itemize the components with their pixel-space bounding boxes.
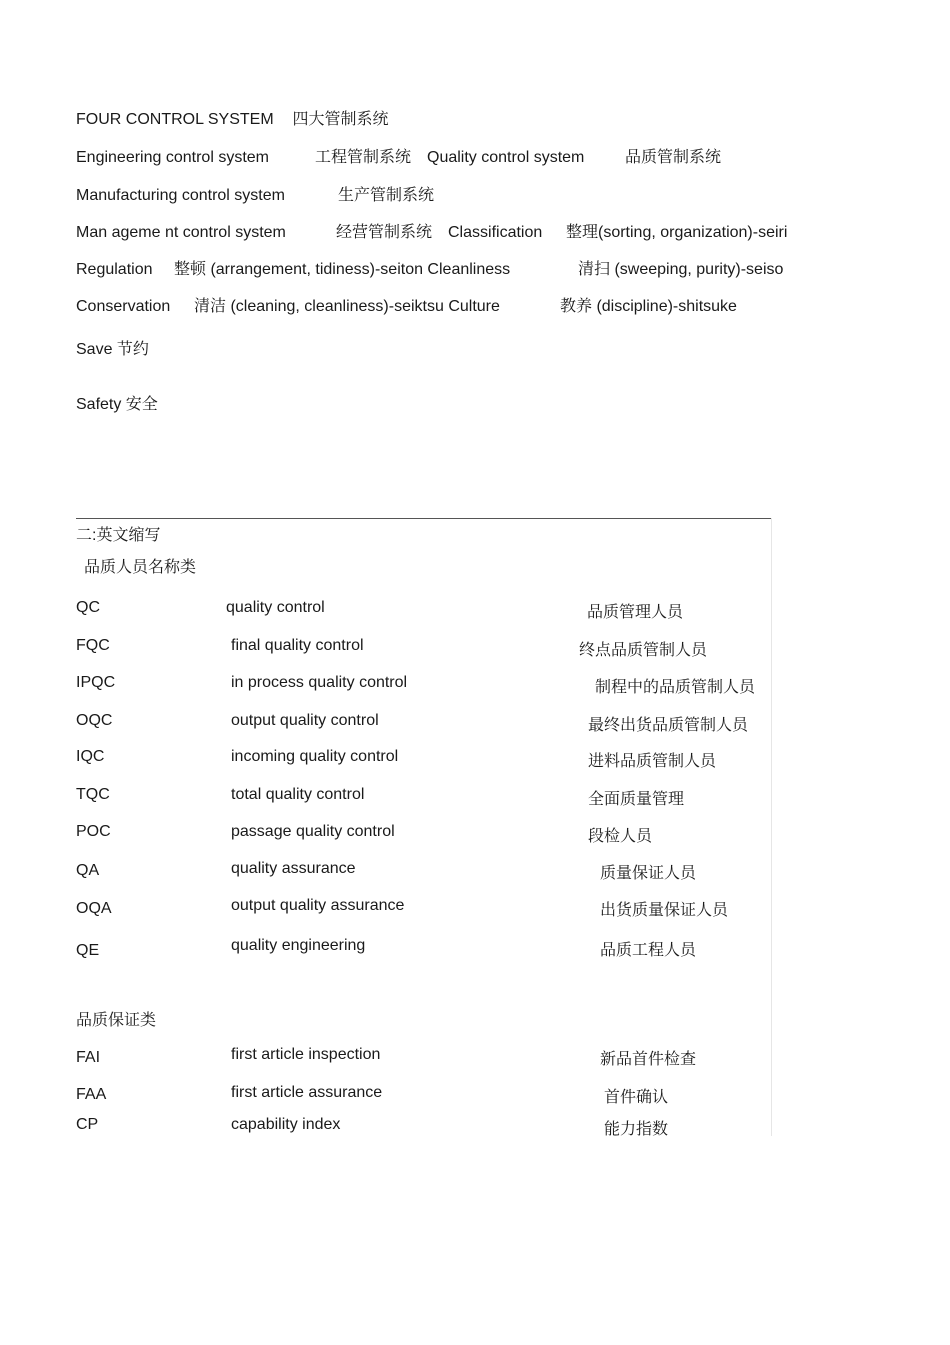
manufacturing-control-en: Manufacturing control system xyxy=(76,187,285,204)
title-en: FOUR CONTROL SYSTEM xyxy=(76,111,274,128)
safety-line: Safety 安全 xyxy=(76,396,158,413)
cleanliness-detail: 清扫 (sweeping, purity)-seiso xyxy=(578,261,784,278)
group1-title: 品质人员名称类 xyxy=(84,559,197,576)
table-row xyxy=(0,1116,950,1138)
abbr-cell: QA xyxy=(76,862,100,879)
engineering-control-cn: 工程管制系统 xyxy=(315,149,412,166)
engineering-control-en: Engineering control system xyxy=(76,149,269,166)
abbr-cell: FAA xyxy=(76,1086,107,1103)
abbr-cell: CP xyxy=(76,1116,99,1133)
classification-detail: 整理(sorting, organization)-seiri xyxy=(566,224,788,241)
table-row xyxy=(0,897,950,919)
english-cell: incoming quality control xyxy=(231,748,399,765)
table-row xyxy=(0,599,950,621)
table-row xyxy=(0,637,950,659)
english-cell: passage quality control xyxy=(231,823,395,840)
english-cell: in process quality control xyxy=(231,674,408,691)
abbr-cell: POC xyxy=(76,823,111,840)
table-row xyxy=(0,674,950,696)
regulation-detail: 整顿 (arrangement, tidiness)-seiton Cleanliness xyxy=(174,261,511,278)
manufacturing-control-cn: 生产管制系统 xyxy=(338,187,435,204)
chinese-cell: 品质工程人员 xyxy=(600,942,697,959)
table-row xyxy=(0,823,950,845)
english-cell: total quality control xyxy=(231,786,365,803)
chinese-cell: 全面质量管理 xyxy=(588,791,685,808)
chinese-cell: 进料品质管制人员 xyxy=(588,753,717,770)
chinese-cell: 新品首件检查 xyxy=(600,1051,697,1068)
english-cell: quality assurance xyxy=(231,860,356,877)
chinese-cell: 品质管理人员 xyxy=(587,604,684,621)
abbr-cell: IQC xyxy=(76,748,105,765)
english-cell: final quality control xyxy=(231,637,364,654)
english-cell: output quality control xyxy=(231,712,379,729)
english-cell: quality control xyxy=(226,599,325,616)
table-row xyxy=(0,937,950,959)
section-heading: 二:英文缩写 xyxy=(76,527,161,544)
quality-control-en: Quality control system xyxy=(427,149,585,166)
quality-control-cn: 品质管制系统 xyxy=(625,149,722,166)
abbr-cell: TQC xyxy=(76,786,110,803)
chinese-cell: 制程中的品质管制人员 xyxy=(595,679,756,696)
abbr-cell: QE xyxy=(76,942,100,959)
section-divider xyxy=(76,518,772,519)
abbr-cell: FAI xyxy=(76,1049,101,1066)
chinese-cell: 能力指数 xyxy=(604,1121,669,1138)
management-control-en: Man ageme nt control system xyxy=(76,224,286,241)
chinese-cell: 首件确认 xyxy=(604,1089,669,1106)
regulation-en: Regulation xyxy=(76,261,153,278)
chinese-cell: 出货质量保证人员 xyxy=(600,902,729,919)
english-cell: quality engineering xyxy=(231,937,366,954)
save-line: Save 节约 xyxy=(76,341,149,358)
chinese-cell: 终点品质管制人员 xyxy=(579,642,708,659)
english-cell: first article assurance xyxy=(231,1084,383,1101)
conservation-detail: 清洁 (cleaning, cleanliness)-seiktsu Culture xyxy=(194,298,500,315)
english-cell: capability index xyxy=(231,1116,341,1133)
abbr-cell: QC xyxy=(76,599,100,616)
table-row xyxy=(0,1046,950,1068)
abbr-cell: OQC xyxy=(76,712,113,729)
group2-title: 品质保证类 xyxy=(76,1012,157,1029)
conservation-en: Conservation xyxy=(76,298,171,315)
english-cell: first article inspection xyxy=(231,1046,381,1063)
classification-en: Classification xyxy=(448,224,543,241)
english-cell: output quality assurance xyxy=(231,897,405,914)
chinese-cell: 最终出货品质管制人员 xyxy=(588,717,749,734)
abbr-cell: IPQC xyxy=(76,674,116,691)
abbr-cell: OQA xyxy=(76,900,112,917)
table-row xyxy=(0,748,950,770)
table-row xyxy=(0,1084,950,1106)
title-line xyxy=(76,110,389,130)
chinese-cell: 质量保证人员 xyxy=(600,865,697,882)
chinese-cell: 段检人员 xyxy=(588,828,653,845)
culture-detail: 教养 (discipline)-shitsuke xyxy=(560,298,737,315)
table-row xyxy=(0,712,950,734)
title-cn: 四大管制系统 xyxy=(292,111,389,128)
table-row xyxy=(0,786,950,808)
management-control-cn: 经营管制系统 xyxy=(336,224,433,241)
abbr-cell: FQC xyxy=(76,637,110,654)
table-row xyxy=(0,860,950,882)
